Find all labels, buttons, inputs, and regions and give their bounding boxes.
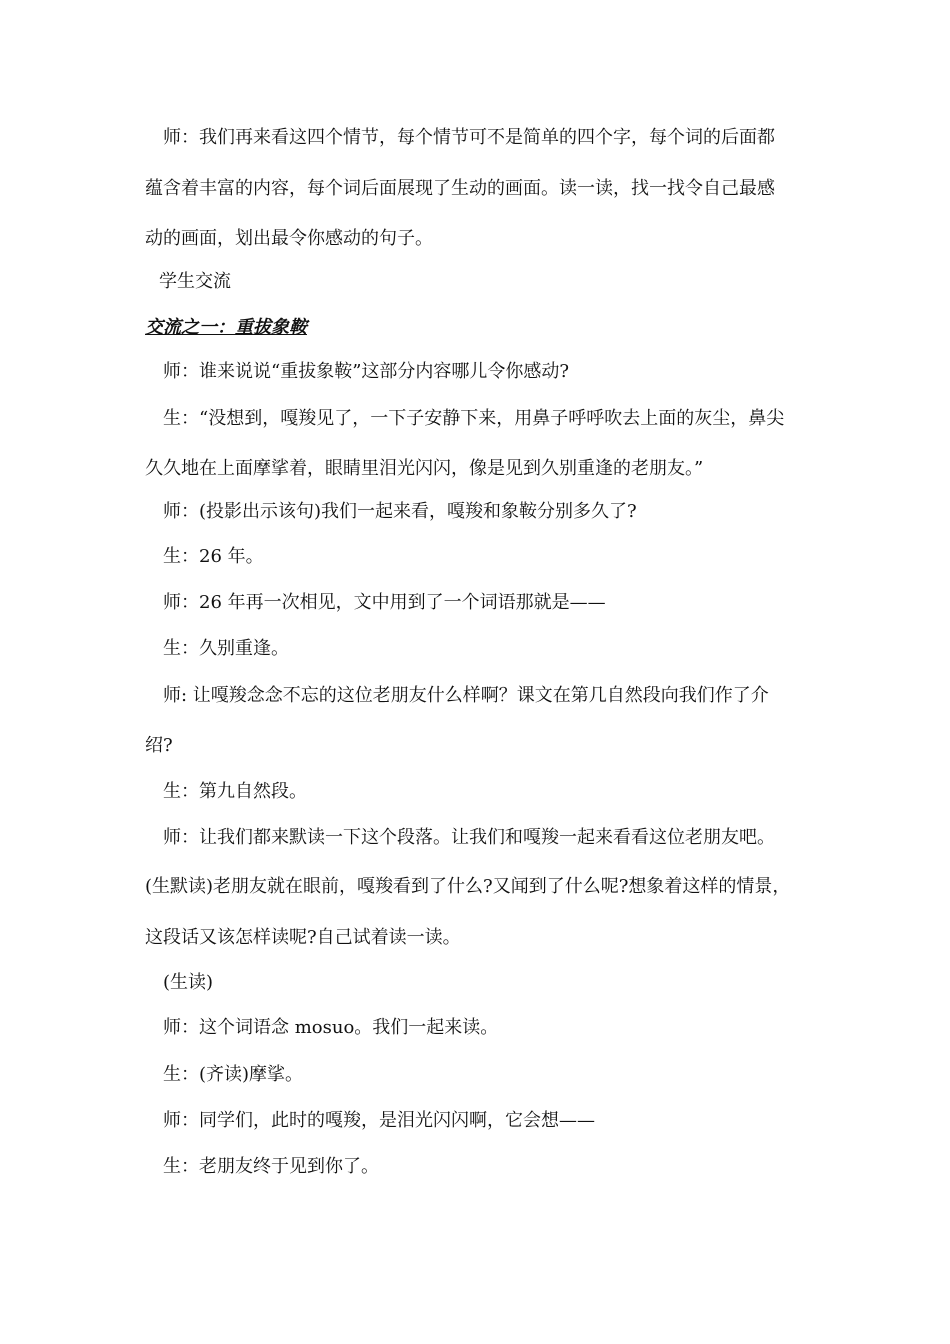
paragraph-line: 师：26 年再一次相见，文中用到了一个词语那就是—— [163, 592, 606, 613]
paragraph-line: 师: 让嘎羧念念不忘的这位老朋友什么样啊？课文在第几自然段向我们作了介 [163, 685, 769, 706]
paragraph-line: 蕴含着丰富的内容，每个词后面展现了生动的画面。读一读，找一找令自己最感 [145, 178, 775, 199]
paragraph-line: 师：同学们，此时的嘎羧，是泪光闪闪啊，它会想—— [163, 1110, 595, 1131]
paragraph-line: 生：(齐读)摩挲。 [163, 1064, 304, 1085]
paragraph-line: 久久地在上面摩挲着，眼睛里泪光闪闪，像是见到久别重逢的老朋友。” [145, 458, 704, 479]
paragraph-line: 生：老朋友终于见到你了。 [163, 1156, 379, 1177]
paragraph-line: (生默读)老朋友就在眼前，嘎羧看到了什么?又闻到了什么呢?想象着这样的情景， [145, 876, 791, 897]
paragraph-line: 生：“没想到，嘎羧见了，一下子安静下来，用鼻子呼呼吹去上面的灰尘，鼻尖 [163, 408, 785, 429]
paragraph-line: 学生交流 [159, 271, 231, 292]
paragraph-line: (生读) [163, 972, 214, 993]
paragraph-line: 动的画面，划出最令你感动的句子。 [145, 228, 433, 249]
paragraph-line: 生：久别重逢。 [163, 638, 289, 659]
paragraph-line: 师：这个词语念 mosuo。我们一起来读。 [163, 1017, 499, 1038]
section-heading: 交流之一：重拔象鞍 [145, 317, 307, 338]
paragraph-line: 绍? [145, 735, 173, 756]
paragraph-line: 师：让我们都来默读一下这个段落。让我们和嘎羧一起来看看这位老朋友吧。 [163, 827, 775, 848]
paragraph-line: 这段话又该怎样读呢?自己试着读一读。 [145, 927, 461, 948]
paragraph-line: 生：26 年。 [163, 546, 264, 567]
paragraph-line: 师：(投影出示该句)我们一起来看，嘎羧和象鞍分别多久了? [163, 501, 637, 522]
paragraph-line: 师：谁来说说“重拔象鞍”这部分内容哪儿令你感动? [163, 361, 570, 382]
paragraph-line: 生：第九自然段。 [163, 781, 307, 802]
document-page [145, 0, 817, 1344]
paragraph-line: 师：我们再来看这四个情节，每个情节可不是简单的四个字，每个词的后面都 [163, 127, 775, 148]
